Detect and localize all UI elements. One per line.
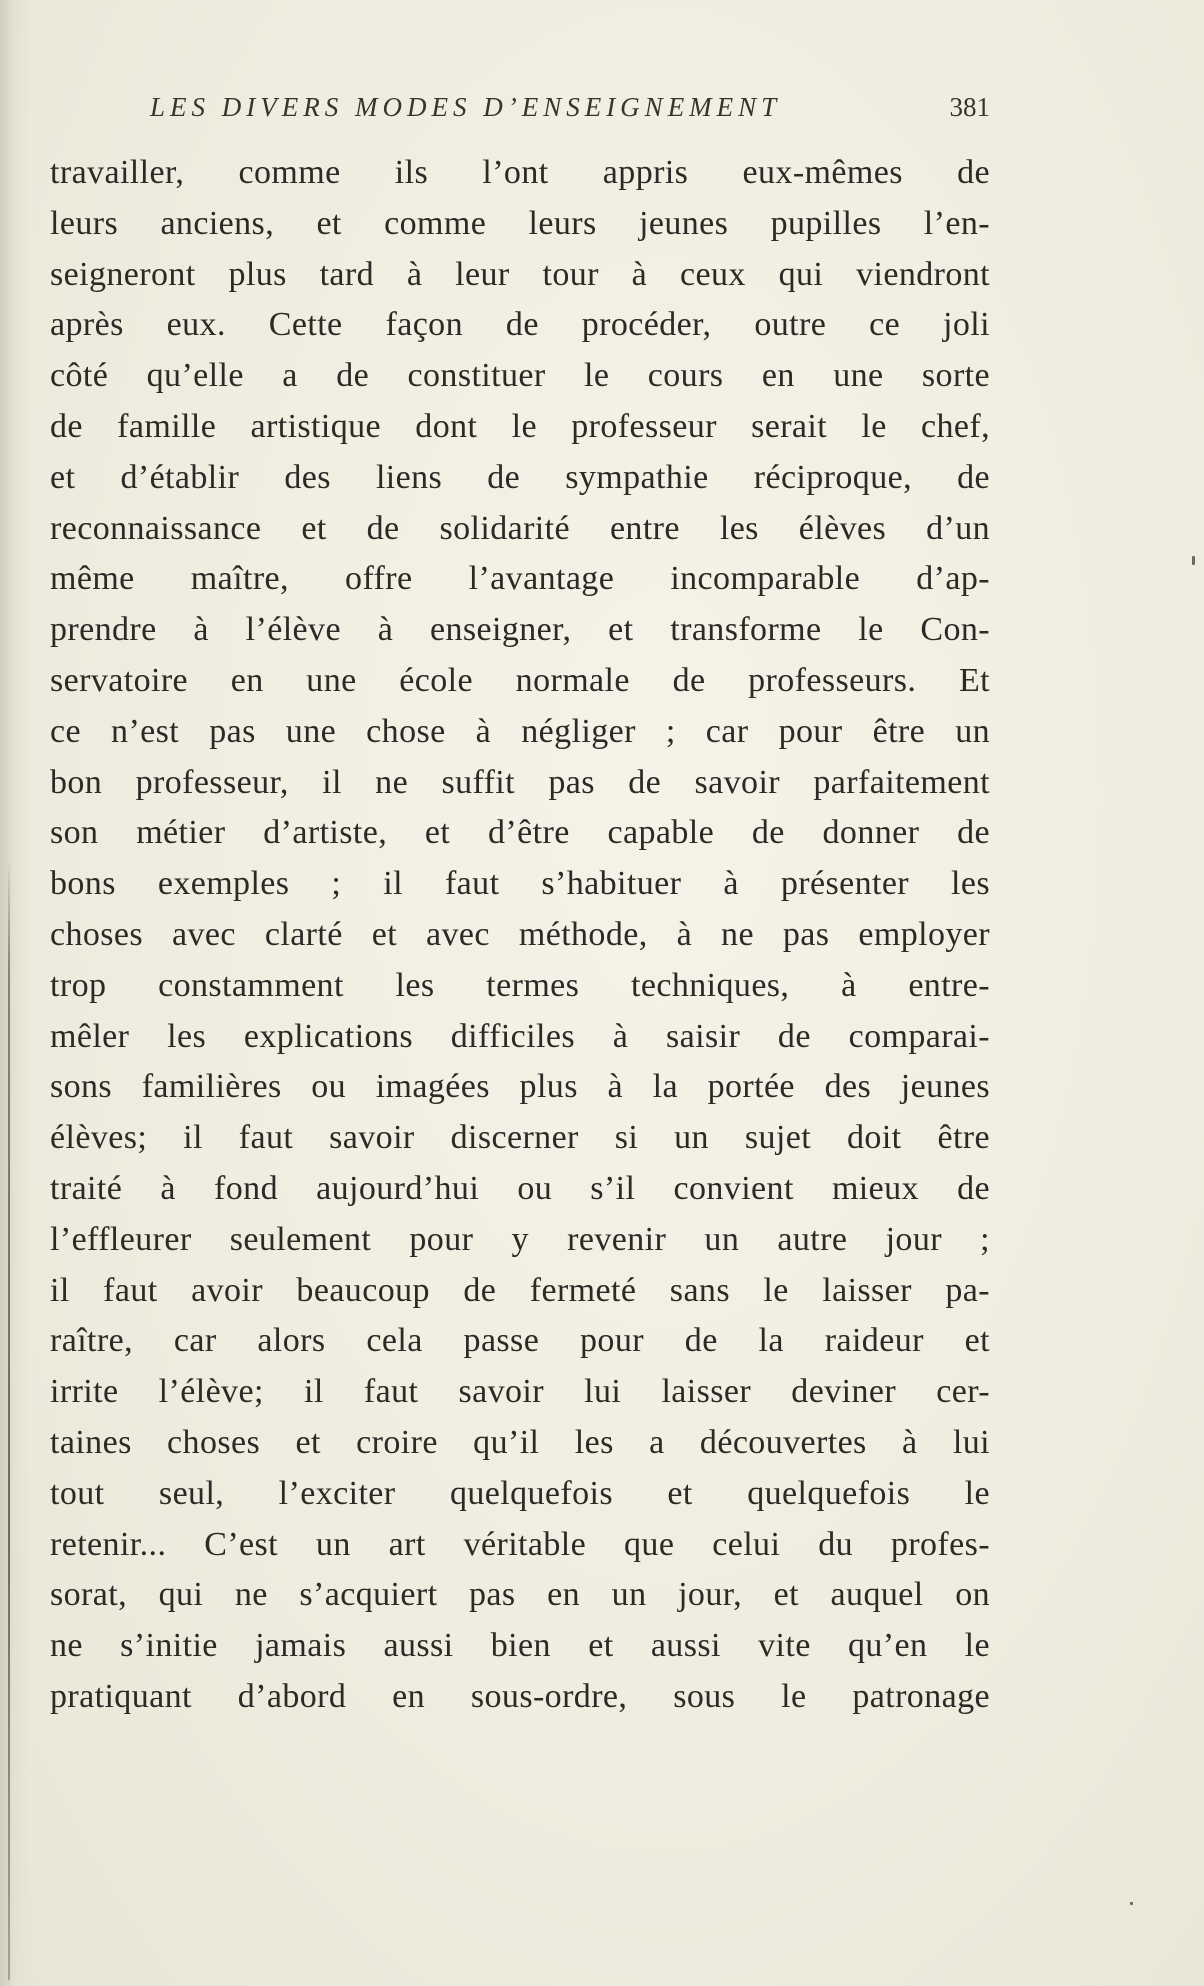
running-head (50, 92, 990, 132)
text-line: servatoire en une école normale de professeurs. Et (50, 661, 990, 699)
text-line: même maître, offre l’avantage incomparable d’ap- (50, 560, 990, 598)
text-line: ce n’est pas une chose à négliger ; car pour être un (50, 712, 990, 750)
text-line: et d’établir des liens de sympathie réciproque, de (50, 458, 990, 496)
text-line: tout seul, l’exciter quelquefois et quelquefois le (50, 1474, 990, 1512)
text-line: son métier d’artiste, et d’être capable de donner de (50, 814, 990, 852)
paper-speck (1130, 1902, 1133, 1905)
running-title: LES DIVERS MODES D’ENSEIGNEMENT (150, 92, 782, 122)
text-line: sorat, qui ne s’acquiert pas en un jour, et auquel on (50, 1576, 990, 1614)
text-line: mêler les explications difficiles à saisir de comparai- (50, 1017, 990, 1055)
text-line: l’effleurer seulement pour y revenir un autre jour ; (50, 1220, 990, 1258)
text-line: choses avec clarté et avec méthode, à ne pas employer (50, 915, 990, 953)
text-line: raître, car alors cela passe pour de la raideur et (50, 1322, 990, 1360)
text-line: retenir... C’est un art véritable que celui du profes- (50, 1525, 990, 1563)
text-line: seigneront plus tard à leur tour à ceux qui viendront (50, 255, 990, 293)
paper-speck (1192, 556, 1195, 565)
text-line: sons familières ou imagées plus à la portée des jeunes (50, 1068, 990, 1106)
text-line: ne s’initie jamais aussi bien et aussi vite qu’en le (50, 1627, 990, 1665)
text-line: travailler, comme ils l’ont appris eux-mêmes de (50, 154, 990, 191)
binding-edge-line (8, 860, 10, 1980)
text-line: il faut avoir beaucoup de fermeté sans le laisser pa- (50, 1271, 990, 1309)
page-gutter-shadow (0, 0, 30, 1986)
text-line: élèves; il faut savoir discerner si un sujet doit être (50, 1119, 990, 1157)
text-line: traité à fond aujourd’hui ou s’il convient mieux de (50, 1169, 990, 1207)
text-line: de famille artistique dont le professeur serait le chef, (50, 407, 990, 445)
text-line: trop constamment les termes techniques, à entre- (50, 966, 990, 1004)
text-line: après eux. Cette façon de procéder, outre ce joli (50, 306, 990, 344)
text-line: bon professeur, il ne suffit pas de savoir parfaitement (50, 763, 990, 801)
text-line: leurs anciens, et comme leurs jeunes pupilles l’en- (50, 204, 990, 242)
text-line: irrite l’élève; il faut savoir lui laisser deviner cer- (50, 1373, 990, 1411)
text-line: côté qu’elle a de constituer le cours en une sorte (50, 357, 990, 395)
text-line: prendre à l’élève à enseigner, et transforme le Con- (50, 611, 990, 649)
page-number: 381 (949, 92, 990, 122)
text-line: reconnaissance et de solidarité entre les élèves d’un (50, 509, 990, 547)
text-line: bons exemples ; il faut s’habituer à présenter les (50, 865, 990, 903)
body-text (50, 148, 990, 1723)
text-line: pratiquant d’abord en sous-ordre, sous le patronage (50, 1677, 990, 1715)
text-line: taines choses et croire qu’il les a découvertes à lui (50, 1423, 990, 1461)
